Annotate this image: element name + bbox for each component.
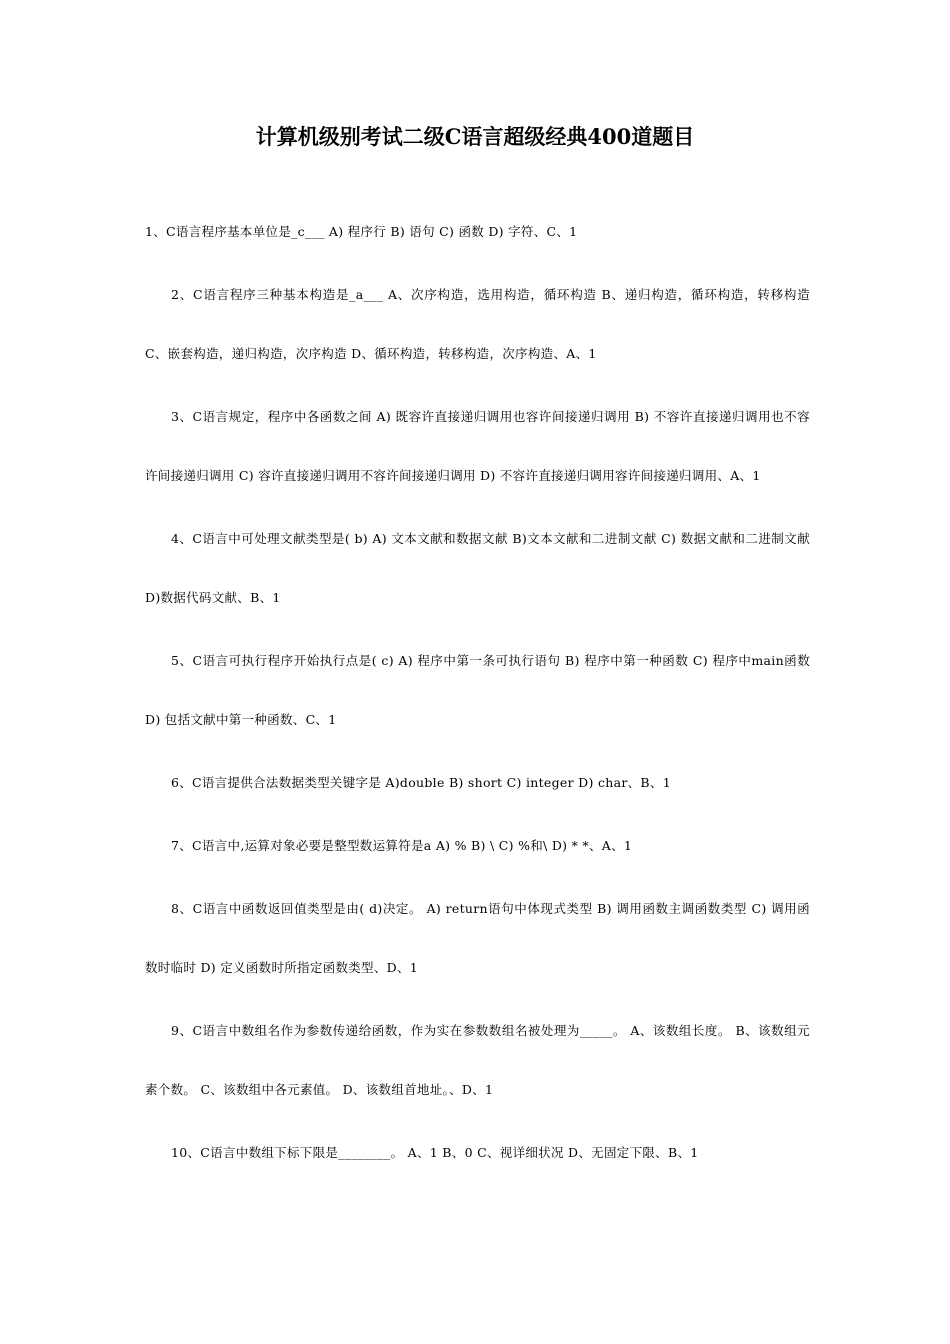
question-item: 2、C语言程序三种基本构造是_a___ A、次序构造，选用构造，循环构造 B、递归构造，循环构造，转移构造 C、嵌套构造，递归构造，次序构造 D、循环构造，转移构造，次序构造、A、1 <box>145 287 810 361</box>
question-item: 7、C语言中,运算对象必要是整型数运算符是a A) % B) \ C) %和\ D) * *、A、1 <box>171 838 633 853</box>
question-item: 1、C语言程序基本单位是_c___ A) 程序行 B) 语句 C) 函数 D) 字符、C、1 <box>145 224 578 239</box>
question-list <box>145 202 810 1182</box>
question-item: 4、C语言中可处理文献类型是( b) A) 文本文献和数据文献 B)文本文献和二进制文献 C) 数据文献和二进制文献 D)数据代码文献、B、1 <box>145 531 810 605</box>
question-item: 10、C语言中数组下标下限是________。 A、1 B、0 C、视详细状况 D、无固定下限、B、1 <box>171 1145 699 1160</box>
question-item: 8、C语言中函数返回值类型是由( d)决定。 A) return语句中体现式类型 B) 调用函数主调函数类型 C) 调用函数时临时 D) 定义函数时所指定函数类型、D、1 <box>145 901 810 975</box>
document-title: 计算机级别考试二级C语言超级经典400道题目 <box>255 124 695 149</box>
question-item: 5、C语言可执行程序开始执行点是( c) A) 程序中第一条可执行语句 B) 程序中第一种函数 C) 程序中main函数 D) 包括文献中第一种函数、C、1 <box>145 653 810 727</box>
question-item: 3、C语言规定，程序中各函数之间 A) 既容许直接递归调用也容许间接递归调用 B) 不容许直接递归调用也不容许间接递归调用 C) 容许直接递归调用不容许间接递归调用 D) 不容许直接递归调用容许间接递归调用、A、1 <box>145 409 810 483</box>
question-item: 6、C语言提供合法数据类型关键字是 A)double B) short C) integer D) char、B、1 <box>171 775 671 790</box>
question-item: 9、C语言中数组名作为参数传递给函数，作为实在参数数组名被处理为_____。 A、该数组长度。 B、该数组元素个数。 C、该数组中各元素值。 D、该数组首地址。、D、1 <box>145 1023 810 1097</box>
